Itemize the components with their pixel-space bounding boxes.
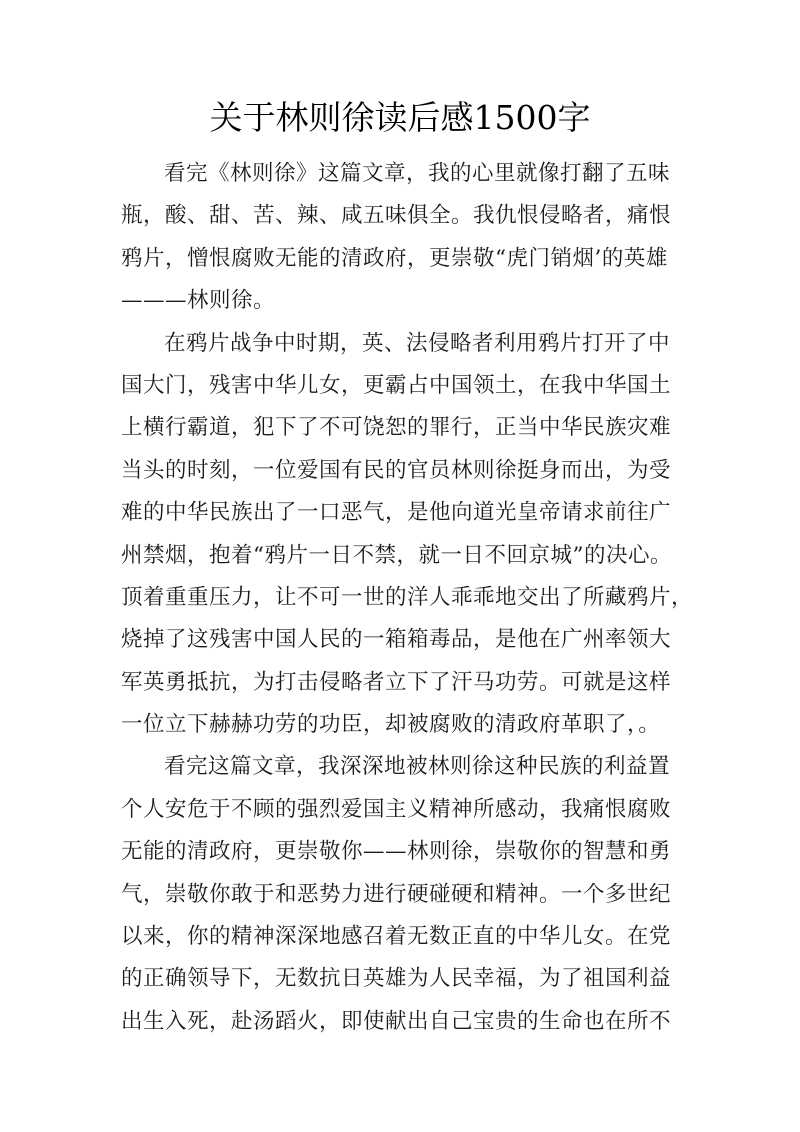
paragraph-1 bbox=[121, 153, 681, 323]
paragraph-line: 上横行霸道，犯下了不可饶恕的罪行，正当中华民族灾难 bbox=[121, 415, 672, 441]
paragraph-2 bbox=[121, 323, 694, 747]
paragraph-line: 看完这篇文章，我深深地被林则徐这种民族的利益置 bbox=[164, 754, 671, 780]
paragraph-line: 以来，你的精神深深地感召着无数正直的中华儿女。在党 bbox=[121, 924, 672, 950]
paragraph-line: 出生入死，赴汤蹈火，即使献出自己宝贵的生命也在所不 bbox=[121, 1008, 672, 1034]
paragraph-line: 鸦片，憎恨腐败无能的清政府，更崇敬“虎门销烟’的英雄 bbox=[121, 245, 668, 271]
document-title: 关于林则徐读后感1500字 bbox=[209, 98, 591, 137]
paragraph-line: 当头的时刻，一位爱国有民的官员林则徐挺身而出，为受 bbox=[121, 457, 672, 483]
paragraph-line: 气，崇敬你敢于和恶势力进行硬碰硬和精神。一个多世纪 bbox=[121, 881, 672, 907]
paragraph-line: 在鸦片战争中时期，英、法侵略者利用鸦片打开了中 bbox=[164, 330, 671, 356]
paragraph-line: 的正确领导下，无数抗日英雄为人民幸福，为了祖国利益 bbox=[121, 966, 672, 992]
paragraph-line: 顶着重重压力，让不可一世的洋人乖乖地交出了所藏鸦片， bbox=[121, 584, 694, 610]
paragraph-line: 个人安危于不顾的强烈爱国主义精神所感动，我痛恨腐败 bbox=[121, 796, 672, 822]
paragraph-line: 国大门，残害中华儿女，更霸占中国领土，在我中华国土 bbox=[121, 372, 672, 398]
paragraph-line: 看完《林则徐》这篇文章，我的心里就像打翻了五味 bbox=[164, 161, 671, 186]
paragraph-line: ———林则徐。 bbox=[121, 288, 276, 314]
paragraph-line: 瓶，酸、甜、苦、辣、咸五味俱全。我仇恨侵略者，痛恨 bbox=[121, 203, 672, 229]
paragraph-line: 州禁烟，抱着“鸦片一日不禁，就一日不回京城”的决心。 bbox=[121, 542, 672, 568]
paragraph-line: 一位立下赫赫功劳的功臣，却被腐败的清政府革职了，。 bbox=[121, 712, 661, 738]
paragraph-line: 军英勇抵抗，为打击侵略者立下了汗马功劳。可就是这样 bbox=[121, 669, 672, 695]
paragraph-3 bbox=[121, 746, 681, 1043]
paragraph-line: 烧掉了这残害中国人民的一箱箱毒品，是他在广州率领大 bbox=[121, 627, 672, 653]
document-body bbox=[121, 153, 694, 1043]
paragraph-line: 无能的清政府，更崇敬你——林则徐，崇敬你的智慧和勇 bbox=[121, 839, 672, 865]
paragraph-line: 难的中华民族出了一口恶气，是他向道光皇帝请求前往广 bbox=[121, 500, 672, 526]
